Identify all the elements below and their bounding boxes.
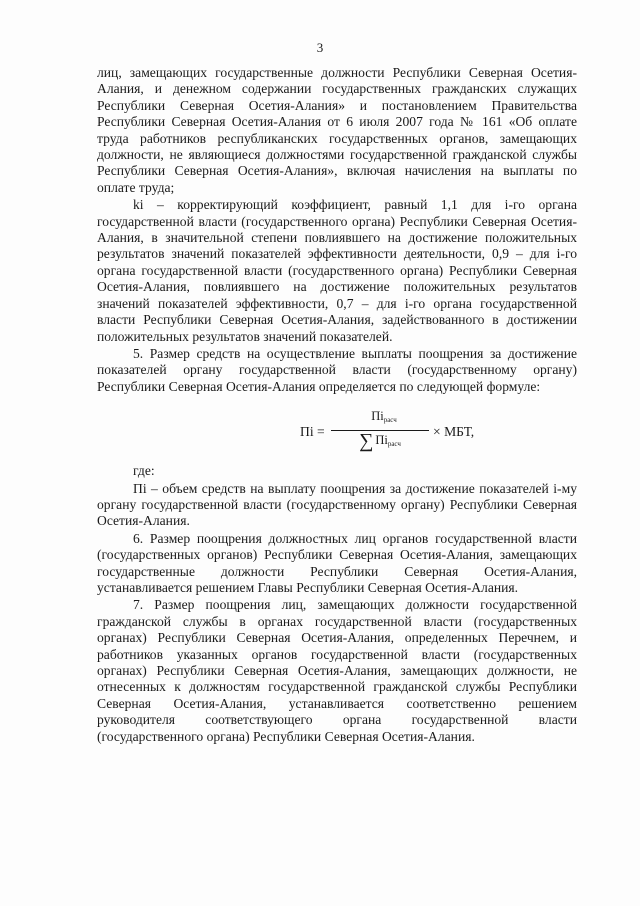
- formula: [97, 405, 577, 463]
- paragraph-item-6: 6. Размер поощрения должностных лиц органов государственной власти (государственных органов) Республики Северная Осетия-Алания, замещающих государственные должности Республики Северная Осетия-Алания, устанавливается решением Главы Республики Северная Осетия-Алания.: [97, 530, 577, 595]
- fraction-bar: [331, 430, 429, 431]
- sum-symbol: ∑: [359, 429, 374, 452]
- paragraph-item-5: 5. Размер средств на осуществление выплаты поощрения за достижение показателей органу государственной власти (государственному органу) Республики Северная Осетия-Алания определяется по следующей формуле:: [97, 345, 577, 394]
- document-body: [97, 65, 577, 745]
- page-number: 3: [316, 40, 324, 55]
- where-label: где:: [133, 463, 155, 479]
- formula-numerator: $Пi_{расч}$: [371, 409, 397, 425]
- formula-denominator: ∑ $Пi_{расч}$: [359, 429, 401, 452]
- paragraph-continuation: лиц, замещающих государственные должности Республики Северная Осетия-Алания, и денежном содержании государственных гражданских служащих Республики Северная Осетия-Алания» и постановлением Правительства Республики Северная Осетия-Алания от 6 июля 2007 года № 161 «Об оплате труда работников республиканских государственных органов, замещающих должности, не являющиеся должностями государственной гражданской службы Республики Северная Осетия-Алания», включая начисления на выплаты по оплате труда;: [97, 65, 577, 195]
- formula-lhs: Пi =: [300, 424, 325, 440]
- paragraph-pi-definition: Пi – объем средств на выплату поощрения за достижение показателей i-му органу государственной власти (государственному органу) Республики Северная Осетия-Алания.: [97, 480, 577, 529]
- formula-rhs: × МБТ,: [433, 424, 475, 440]
- paragraph-item-7: 7. Размер поощрения лиц, замещающих должности государственной гражданской службы в органах государственной власти (государственных органах) Республики Северная Осетия-Алания, определенных Перечнем, и работников указанных органов государственной власти (государственных органах) Республики Северная Осетия-Алания, замещающих должности, не отнесенных к должностям государственной гражданской службы Республики Северная Осетия-Алания, устанавливается соответственно решением руководителя соответствующего органа государственной власти (государственного органа) Республики Северная Осетия-Алания.: [97, 597, 577, 744]
- formula-fraction: [331, 408, 429, 452]
- paragraph-ki-definition: ki – корректирующий коэффициент, равный 1,1 для i-го органа государственной власти (государственного органа) Республики Северная Осетия-Алания, в значительной степени повлиявшего на достижение положительных результатов значений показателей эффективности деятельности, 0,9 – для i-го органа государственной власти (государственного органа) Республики Северная Осетия-Алания, повлиявшего на достижение положительных результатов значений показателей эффективности, 0,7 – для i-го органа государственной власти Республики Северная Осетия-Алания, задействованного в достижении положительных результатов значений показателей.: [97, 197, 577, 344]
